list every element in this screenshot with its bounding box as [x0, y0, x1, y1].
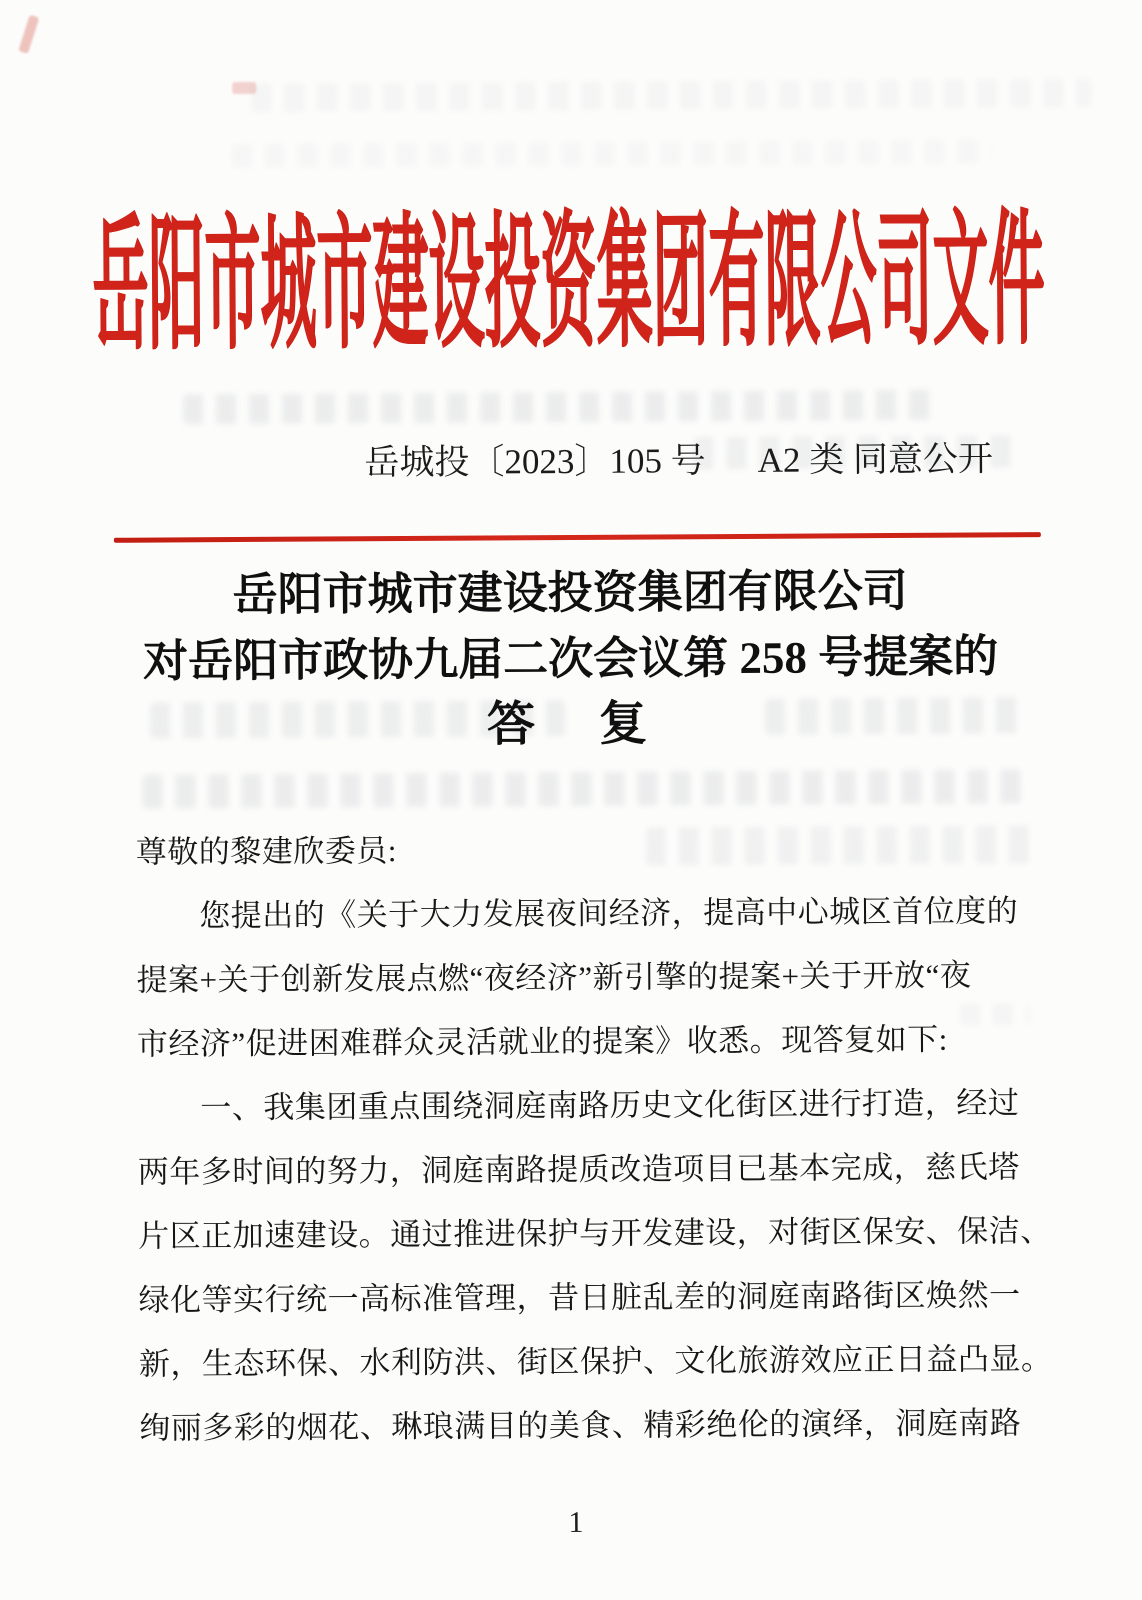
document-title-line2: 对岳阳市政协九届二次会议第 258 号提案的 — [142, 631, 999, 687]
body-line: 市经济”促进困难群众灵活就业的提案》收悉。现答复如下: — [136, 1021, 948, 1062]
body-line: 绚丽多彩的烟花、琳琅满目的美食、精彩绝伦的演绎，洞庭南路 — [139, 1405, 1022, 1446]
body-line: 两年多时间的努力，洞庭南路提质改造项目已基本完成，慈氏塔 — [137, 1149, 1020, 1190]
document-number-line — [364, 437, 993, 485]
red-ink-speck — [232, 82, 256, 94]
red-ink-speck — [18, 15, 39, 54]
classification-label: A2 类 同意公开 — [757, 439, 994, 480]
document-number: 岳城投〔2023〕105 号 — [364, 441, 706, 483]
bleed-through-artifact — [231, 139, 991, 168]
body-line: 新，生态环保、水利防洪、街区保护、文化旅游效应正日益凸显。 — [138, 1341, 1053, 1382]
document-title — [0, 557, 1142, 762]
body-line: 绿化等实行统一高标准管理，昔日脏乱差的洞庭南路街区焕然一 — [138, 1277, 1021, 1318]
red-separator-line — [114, 532, 1041, 543]
body-line: 片区正加速建设。通过推进保护与开发建设，对街区保安、保洁、 — [138, 1213, 1052, 1254]
bleed-through-artifact — [142, 769, 1022, 808]
bleed-through-artifact — [251, 79, 1091, 112]
page-number: 1 — [568, 1505, 584, 1540]
document-title-line1: 岳阳市城市建设投资集团有限公司 — [232, 565, 908, 621]
salutation-line: 尊敬的黎建欣委员: — [135, 833, 398, 870]
body-line: 一、我集团重点围绕洞庭南路历史文化街区进行打造，经过 — [200, 1085, 1020, 1126]
body-line: 您提出的《关于大力发展夜间经济，提高中心城区首位度的 — [199, 893, 1019, 934]
letterhead-banner-title: 岳阳市城市建设投资集团有限公司文件 — [91, 201, 1045, 371]
document-title-line3: 答 复 — [486, 697, 656, 752]
body-line: 提案+关于创新发展点燃“夜经济”新引擎的提案+关于开放“夜 — [136, 957, 972, 998]
letterhead-banner — [0, 199, 1140, 374]
body-text — [136, 815, 1080, 1461]
bleed-through-artifact — [183, 390, 938, 425]
